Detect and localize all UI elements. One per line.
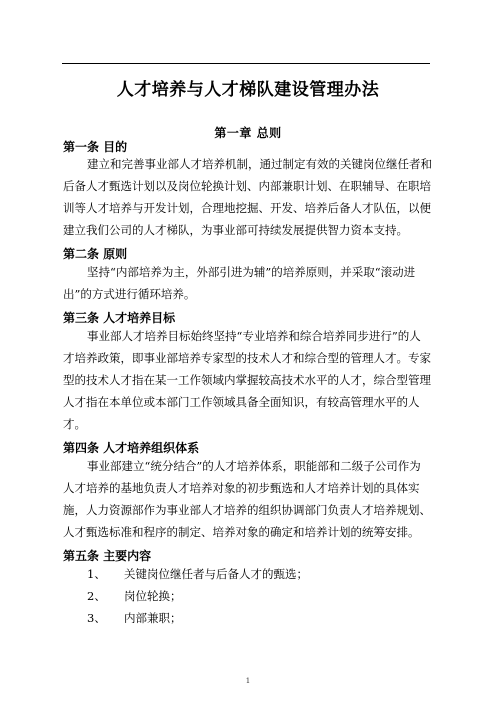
article-4-line: 人才培养的基地负责人才培养对象的初步甄选和人才培养计划的具体实 <box>63 481 420 495</box>
chapter-heading: 第一章 总则 <box>214 126 282 140</box>
list-item-number: 1、 <box>87 567 106 581</box>
article-3-line: 才。 <box>63 417 86 431</box>
article-3-line: 型的技术人才指在某一工作领域内掌握较高技术水平的人才，综合型管理 <box>63 373 431 387</box>
article-4-line: 施，人力资源部作为事业部人才培养的组织协调部门负责人才培养规划、 <box>63 503 431 517</box>
article-4-line: 人才甄选标准和程序的制定、培养对象的确定和培养计划的统筹安排。 <box>63 525 420 539</box>
article-1-heading: 第一条 目的 <box>63 140 128 154</box>
article-5-heading: 第五条 主要内容 <box>63 549 152 563</box>
page-number: 1 <box>245 677 251 685</box>
article-1-line: 建立和完善事业部人才培养机制，通过制定有效的关键岗位继任者和 <box>87 157 432 171</box>
header-rule <box>62 63 430 64</box>
article-2-line: 出”的方式进行循环培养。 <box>63 287 196 301</box>
article-1-line: 建立我们公司的人才梯队，为事业部可持续发展提供智力资本支持。 <box>63 223 408 237</box>
article-4-line: 事业部建立“统分结合”的人才培养体系，职能部和二级子公司作为 <box>87 459 421 473</box>
article-2-line: 坚持“内部培养为主，外部引进为辅”的培养原则，并采取“滚动进 <box>87 265 416 279</box>
article-3-line: 事业部人才培养目标始终坚持“专业培养和综合培养同步进行”的人 <box>87 329 421 343</box>
list-item-text: 岗位轮换； <box>124 589 182 603</box>
article-3-line: 人才指在本单位或本部门工作领域具备全面知识，有较高管理水平的人 <box>63 395 420 409</box>
article-3-heading: 第三条 人才培养目标 <box>63 311 176 325</box>
list-item-number: 3、 <box>87 611 106 625</box>
article-1-line: 后备人才甄选计划以及岗位轮换计划、内部兼职计划、在职辅导、在职培 <box>63 179 431 193</box>
article-4-heading: 第四条 人才培养组织体系 <box>63 441 200 455</box>
article-2-heading: 第二条 原则 <box>63 247 128 261</box>
document-title: 人才培养与人才梯队建设管理办法 <box>116 80 380 100</box>
article-3-line: 才培养政策，即事业部培养专家型的技术人才和综合型的管理人才。专家 <box>63 351 431 365</box>
list-item-number: 2、 <box>87 589 106 603</box>
article-1-line: 训等人才培养与开发计划，合理地挖掘、开发、培养后备人才队伍，以便 <box>63 201 431 215</box>
list-item-text: 内部兼职； <box>124 611 182 625</box>
list-item-text: 关键岗位继任者与后备人才的甄选； <box>124 567 308 581</box>
